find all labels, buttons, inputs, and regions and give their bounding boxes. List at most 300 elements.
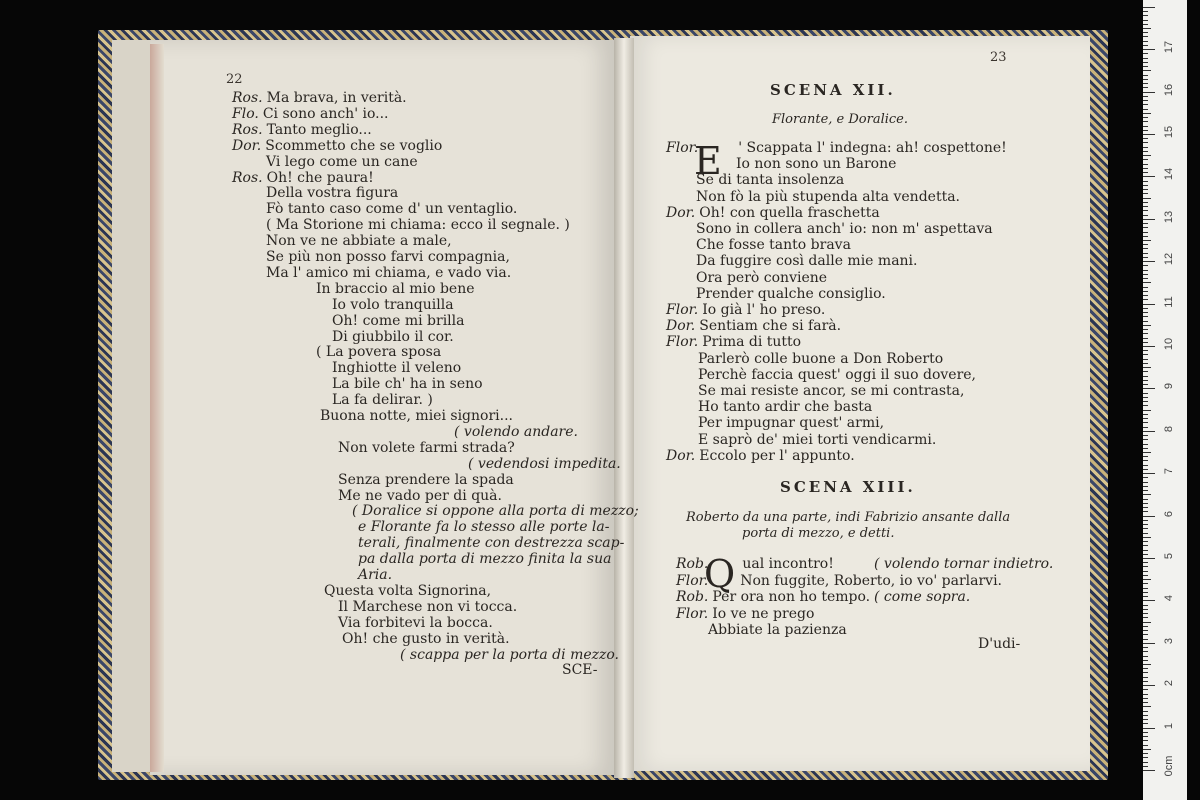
ruler-number: 3 [1163,637,1175,644]
ruler-tick [1143,473,1155,474]
ruler-tick [1143,79,1148,80]
verse-line [332,392,433,408]
verse-text: Io già l' ho preso. [702,302,826,318]
verse-text: Buona notte, miei signori... [320,408,513,424]
verse-line [232,106,389,122]
ruler-tick [1143,503,1148,504]
ruler-tick [1143,677,1148,678]
verse-line [698,399,872,415]
ruler-tick [1143,613,1148,614]
verse-line [358,535,624,551]
verse-line [338,440,515,456]
verse-line [332,360,461,376]
ruler-tick [1143,431,1155,432]
verse-text: e Florante fa lo stesso alle porte la- [358,519,610,536]
verse-line [676,556,1054,572]
ruler-tick [1143,723,1148,724]
verse-text: Se più non posso farvi compagnia, [266,249,510,265]
verse-text: ( Doralice si oppone alla porta di mezzo; [352,503,639,520]
verse-text: ( scappa per la porta di mezzo. [400,646,620,663]
verse-text: Ma brava, in verità. [266,90,407,106]
ruler-tick [1143,130,1148,131]
ruler-tick [1143,121,1148,122]
speaker-label: Flor. [676,605,709,622]
ruler-number: 13 [1163,210,1175,223]
scene-xii-title: SCENA XII. [770,81,896,99]
verse-text: ual incontro! [742,556,834,572]
verse-line [266,249,510,265]
ruler-tick [1143,596,1148,597]
ruler-tick [1143,605,1148,606]
ruler-tick [1143,134,1155,135]
verse-line [562,662,598,678]
ruler-number: 10 [1163,337,1175,351]
ruler-tick [1143,494,1151,495]
verse-text: Prima di tutto [702,334,802,351]
ruler-tick [1143,719,1148,720]
ruler-tick [1143,181,1148,182]
verse-line [698,383,964,399]
ruler-tick [1143,176,1155,177]
verse-line [332,376,483,392]
verse-line [324,583,491,599]
verse-text: Se mai resiste ancor, se mi contrasta, [698,383,965,399]
ruler-tick [1143,566,1148,567]
ruler-tick [1143,24,1148,25]
speaker-label: Ros. [232,121,263,138]
ruler-tick [1143,706,1151,707]
verse-text: Non fuggite, Roberto, io vo' parlarvi. [740,572,1003,589]
ruler-tick [1143,711,1148,712]
ruler-tick [1143,304,1155,305]
ruler-tick [1143,524,1148,525]
ruler-tick [1143,516,1155,517]
verse-text: Io ve ne prego [712,605,815,622]
right-page-verse-block [666,140,1007,470]
ruler-tick [1143,138,1148,139]
ruler-tick [1143,227,1148,228]
ruler-tick [1143,100,1148,101]
verse-text: La bile ch' ha in seno [332,376,483,393]
verse-line [468,456,621,472]
ruler-number: 16 [1163,83,1175,96]
ruler-tick [1143,422,1148,423]
verse-text: Senza prendere la spada [338,471,514,488]
verse-line [338,599,517,615]
verse-text: Oh! che paura! [266,169,374,186]
verse-text: Questa volta Signorina, [324,582,492,599]
verse-text: Via forbitevi la bocca. [338,614,493,631]
ruler-tick [1143,401,1148,402]
ruler-tick [1143,460,1148,461]
ruler-tick [1143,588,1148,589]
ruler-number: 8 [1163,425,1175,432]
verse-line [320,408,513,424]
speaker-label: Flor. [676,572,709,589]
verse-line [696,221,993,237]
verse-line [316,344,441,360]
scene-xiii-drop-cap: Q [704,552,736,596]
ruler-tick [1143,206,1148,207]
ruler-tick [1143,562,1148,563]
ruler-tick [1143,295,1148,296]
verse-line [358,519,610,535]
ruler-tick [1143,656,1148,657]
ruler-tick [1143,70,1151,71]
ruler-tick [1143,533,1148,534]
verse-text: Io non sono un Barone [736,156,897,173]
ruler-tick [1143,159,1148,160]
ruler-tick [1143,15,1148,16]
ruler-tick [1143,410,1151,411]
ruler-tick [1143,346,1155,347]
ruler-tick [1143,151,1148,152]
verse-text: terali, finalmente con destrezza scap- [358,535,625,552]
ruler-tick [1143,49,1155,50]
ruler-tick [1143,45,1148,46]
verse-line [676,573,1002,589]
ruler-tick [1143,609,1148,610]
verse-line [358,567,392,583]
ruler-tick [1143,185,1148,186]
verse-line [736,156,896,172]
ruler-tick [1143,109,1148,110]
ruler-tick [1143,486,1148,487]
ruler-tick [1143,342,1148,343]
ruler-tick [1143,745,1148,746]
ruler-tick [1143,740,1148,741]
verse-line [696,286,886,302]
ruler-tick [1143,329,1148,330]
ruler-tick [1143,321,1148,322]
ruler-tick [1143,630,1148,631]
speaker-label: Flor. [666,334,699,351]
verse-text: Scommetto che se voglio [265,137,443,154]
ruler-tick [1143,477,1148,478]
ruler-tick [1143,333,1148,334]
speaker-label: Ros. [232,169,263,186]
speaker-label: Flor. [666,140,699,156]
speaker-label: Flo. [232,105,259,122]
ruler-tick [1143,291,1148,292]
verse-line [666,448,855,464]
verse-line [232,170,374,186]
verse-text: E saprò de' miei torti vendicarmi. [698,431,937,448]
speaker-label: Rob. [676,556,709,572]
verse-text: ( vedendosi impedita. [468,455,621,472]
verse-line [266,217,570,233]
ruler-tick [1143,28,1151,29]
ruler-tick [1143,236,1148,237]
ruler-tick [1143,113,1151,114]
verse-line [676,589,971,605]
verse-text: Perchè faccia quest' oggi il suo dovere, [698,366,976,383]
ruler-tick [1143,702,1148,703]
verse-line [316,281,475,297]
ruler-tick [1143,469,1148,470]
measuring-ruler [1143,0,1187,800]
verse-text: ( La povera sposa [316,344,442,361]
verse-text: Sentiam che si farà. [699,318,842,335]
ruler-tick [1143,198,1151,199]
ruler-tick [1143,393,1148,394]
ruler-tick [1143,592,1148,593]
ruler-tick [1143,541,1148,542]
ruler-tick [1143,643,1155,644]
scene-xii-characters: Florante, e Doralice. [772,112,908,127]
speaker-label: Dor. [666,447,696,464]
ruler-number: 11 [1163,295,1175,308]
ruler-tick [1143,452,1151,453]
speaker-label: Dor. [232,137,262,154]
verse-text: Per ora non ho tempo. [712,589,871,605]
ruler-tick [1143,647,1148,648]
ruler-tick [1143,571,1148,572]
verse-line [338,615,493,631]
ruler-tick [1143,668,1148,669]
ruler-tick [1143,753,1148,754]
verse-text: Ora però conviene [696,269,828,286]
ruler-tick [1143,7,1155,8]
ruler-tick [1143,384,1148,385]
verse-line [696,172,844,188]
ruler-tick [1143,261,1155,262]
verse-text: Della vostra figura [266,185,399,202]
ruler-tick [1143,299,1148,300]
ruler-tick [1143,66,1148,67]
ruler-tick [1143,354,1148,355]
verse-line [266,201,517,217]
verse-text: Oh! come mi brilla [332,312,465,329]
verse-text: Tanto meglio... [266,121,372,138]
ruler-tick [1143,172,1148,173]
verse-text: Oh! con quella fraschetta [699,204,880,221]
verse-text: Eccolo per l' appunto. [699,447,855,464]
verse-line [666,318,841,334]
ruler-tick [1143,736,1148,737]
ruler-tick [1143,397,1148,398]
ruler-tick [1143,168,1148,169]
ruler-tick [1143,617,1148,618]
ruler-tick [1143,507,1148,508]
verse-line [400,647,619,663]
verse-text: ( volendo andare. [454,423,578,440]
ruler-tick [1143,274,1148,275]
ruler-tick [1143,388,1155,389]
ruler-tick [1143,164,1148,165]
ruler-tick [1143,219,1155,220]
ruler-tick [1143,11,1148,12]
ruler-tick [1143,338,1148,339]
verse-text: Sono in collera anch' io: non m' aspettava [696,221,993,237]
stage-direction: ( come sopra. [874,589,971,605]
ruler-tick [1143,189,1148,190]
verse-text: Il Marchese non vi tocca. [338,598,518,615]
ruler-tick [1143,439,1148,440]
ruler-tick [1143,499,1148,500]
verse-line [332,313,465,329]
verse-line [352,503,639,519]
verse-line [332,297,454,313]
ruler-tick [1143,210,1148,211]
ruler-tick [1143,87,1148,88]
ruler-tick [1143,660,1148,661]
ruler-tick [1143,600,1155,601]
ruler-tick [1143,58,1148,59]
verse-text: Prender qualche consiglio. [696,285,886,302]
verse-line [332,329,454,345]
verse-line [266,233,452,249]
scene-xii-drop-cap: E [694,139,722,183]
ruler-tick [1143,248,1148,249]
ruler-tick [1143,193,1148,194]
speaker-label: Rob. [676,589,709,605]
ruler-number: 1 [1163,722,1175,729]
ruler-tick [1143,482,1148,483]
ruler-tick [1143,20,1148,21]
ruler-tick [1143,265,1148,266]
ruler-tick [1143,316,1148,317]
verse-text: Parlerò colle buone a Don Roberto [698,350,944,367]
ruler-tick [1143,537,1151,538]
verse-text: ' Scappata l' indegna: ah! cospettone! [738,140,1007,156]
verse-text: Inghiotte il veleno [332,360,462,377]
speaker-label: Dor. [666,318,696,335]
verse-text: Io volo tranquilla [332,296,454,313]
ruler-tick [1143,528,1148,529]
catchword: D'udi- [978,636,1021,652]
ruler-tick [1143,634,1148,635]
ruler-number: 7 [1163,468,1175,475]
ruler-tick [1143,41,1148,42]
ruler-number: 6 [1163,510,1175,517]
ruler-tick [1143,380,1148,381]
ruler-tick [1143,278,1148,279]
ruler-tick [1143,312,1148,313]
verse-text: pa dalla porta di mezzo finita la sua [358,551,612,568]
verse-line [698,415,884,431]
ruler-tick [1143,414,1148,415]
verse-text: Fò tanto caso come d' un ventaglio. [266,201,518,218]
verse-line [266,154,418,170]
verse-text: Vi lego come un cane [266,153,418,170]
verse-line [698,432,936,448]
ruler-tick [1143,749,1151,750]
ruler-tick [1143,32,1148,33]
verse-text: ( Ma Storione mi chiama: ecco il segnale. ) [266,217,570,234]
verse-text: In braccio al mio bene [316,280,475,297]
ruler-number: 14 [1163,168,1175,181]
ruler-tick [1143,732,1148,733]
speaker-label: Dor. [666,204,696,221]
ruler-tick [1143,240,1151,241]
ruler-tick [1143,575,1148,576]
ruler-tick [1143,550,1148,551]
scene-xiii-title: SCENA XIII. [780,478,916,496]
verse-text: Ci sono anch' io... [262,105,389,122]
verse-line [696,237,851,253]
ruler-tick [1143,308,1148,309]
ruler-tick [1143,202,1148,203]
ruler-tick [1143,698,1148,699]
ruler-tick [1143,685,1155,686]
ruler-tick [1143,715,1148,716]
ruler-tick [1143,766,1148,767]
ruler-tick [1143,651,1148,652]
ruler-tick [1143,554,1148,555]
verse-text: Non fò la più stupenda alta vendetta. [696,188,960,205]
ruler-tick [1143,83,1148,84]
ruler-tick [1143,270,1148,271]
ruler-tick [1143,96,1148,97]
ruler-tick [1143,728,1155,729]
verse-line [232,122,372,138]
ruler-tick [1143,376,1148,377]
ruler-tick [1143,363,1148,364]
verse-line [666,140,1007,156]
ruler-tick [1143,465,1148,466]
ruler-tick [1143,142,1148,143]
ruler-tick [1143,147,1148,148]
ruler-number: 15 [1163,125,1175,139]
ruler-tick [1143,672,1148,673]
ruler-tick [1143,215,1148,216]
ruler-tick [1143,350,1148,351]
ruler-number: 5 [1163,552,1175,560]
ruler-tick [1143,92,1155,93]
ruler-tick [1143,427,1148,428]
ruler-tick [1143,253,1148,254]
verse-line [696,270,827,286]
verse-line [266,185,398,201]
ruler-tick [1143,36,1148,37]
verse-text: Aria. [358,567,393,583]
ruler-number: 9 [1163,383,1175,390]
ruler-tick [1143,325,1151,326]
verse-text: Ma l' amico mi chiama, e vado via. [266,264,512,281]
verse-line [696,189,960,205]
ruler-tick [1143,520,1148,521]
scene-xiii-characters-line-2: porta di mezzo, e detti. [742,526,895,541]
ruler-tick [1143,287,1148,288]
ruler-tick [1143,448,1148,449]
verse-text: Se di tanta insolenza [696,172,845,189]
ruler-tick [1143,435,1148,436]
verse-line [698,351,943,367]
ruler-number: 17 [1163,41,1175,54]
ruler-number: 2 [1163,680,1175,687]
verse-line [666,205,880,221]
speaker-label: Ros. [232,90,263,106]
ruler-tick [1143,117,1148,118]
verse-text: Non volete farmi strada? [338,439,515,456]
scene-xiii-characters-line-1: Roberto da una parte, indi Fabrizio ansante dalla [686,510,1011,525]
ruler-tick [1143,104,1148,105]
verse-line [696,253,917,269]
ruler-tick [1143,456,1148,457]
verse-text: Per impugnar quest' armi, [698,415,885,432]
verse-line [232,138,442,154]
book-gutter [614,38,634,778]
stage-direction: ( volendo tornar indietro. [874,556,1054,572]
ruler-tick [1143,583,1148,584]
ruler-tick [1143,405,1148,406]
verse-line [338,472,514,488]
ruler-tick [1143,75,1148,76]
verse-line [358,551,611,567]
verse-text: La fa delirar. ) [332,392,433,409]
ruler-number: 4 [1163,595,1175,602]
